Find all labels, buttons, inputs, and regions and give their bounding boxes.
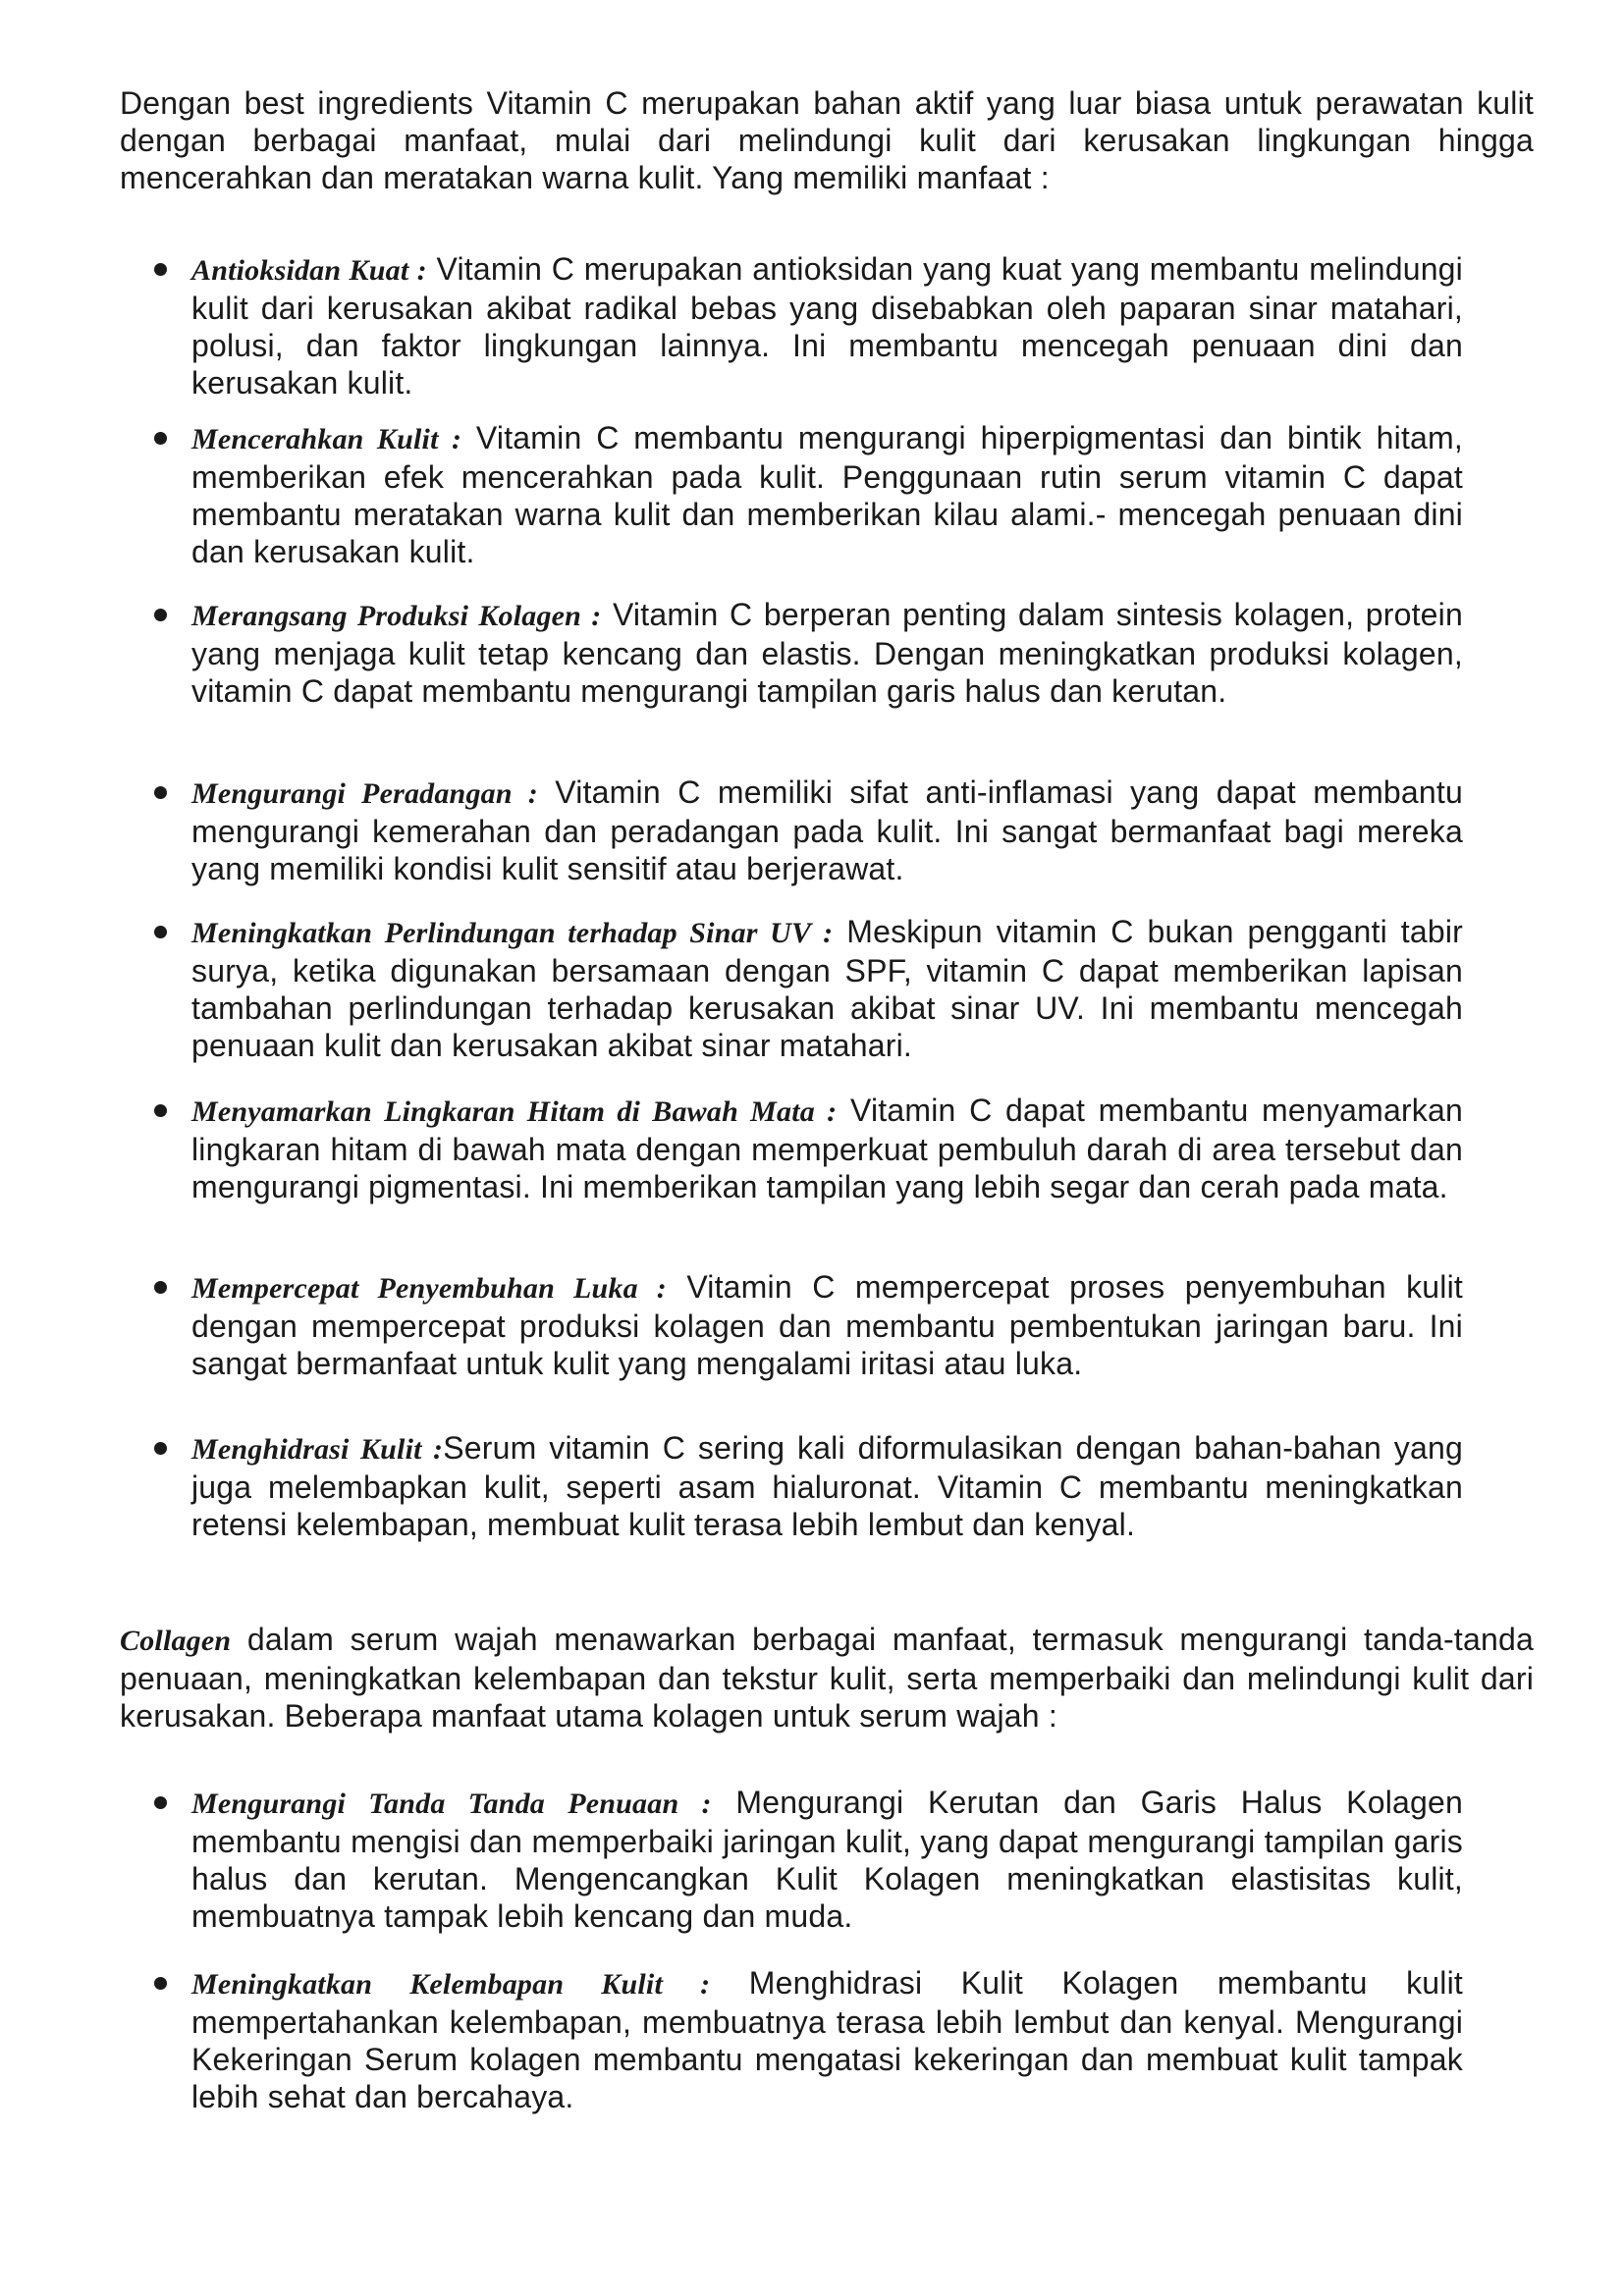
bullet-dot-icon [154,263,167,276]
benefit-text: Vitamin C membantu mengurangi hiperpigmentasi dan bintik hitam, memberikan efek mencerahkan pada kulit. Penggunaan rutin serum vitamin C dapat membantu meratakan warna kulit dan memberikan kilau alami.- mencegah penuaan dini dan kerusakan kulit. [191,420,1463,569]
list-item [191,1429,1463,1543]
benefit-text: Menghidrasi Kulit Kolagen membantu kulit mempertahankan kelembapan, membuatnya terasa lebih lembut dan kenyal. Mengurangi Kekeringan Serum kolagen membantu mengatasi kekeringan dan membuat kulit tampak lebih sehat dan bercahaya. [191,1965,1463,2114]
benefit-term: Mengurangi Peradangan : [191,777,538,810]
bullet-dot-icon [154,1977,167,1990]
list-item [191,250,1463,401]
list-item [191,419,1463,570]
benefit-term: Menyamarkan Lingkaran Hitam di Bawah Mata : [191,1095,838,1128]
collagen-intro [120,1621,1534,1735]
list-item [191,1784,1463,1935]
list-item [191,1092,1463,1205]
benefit-term: Mengurangi Tanda Tanda Penuaan : [191,1788,712,1820]
collagen-intro-text: dalam serum wajah menawarkan berbagai manfaat, termasuk mengurangi tanda-tanda penuaan, meningkatkan kelembapan dan tekstur kulit, serta memperbaiki dan melindungi kulit dari kerusakan. Beberapa manfaat utama kolagen untuk serum wajah : [120,1622,1534,1734]
bullet-dot-icon [154,1104,167,1117]
benefit-text: Vitamin C mempercepat proses penyembuhan kulit dengan mempercepat produksi kolagen dan membantu pembentukan jaringan baru. Ini sangat bermanfaat untuk kulit yang mengalami iritasi atau luka. [191,1269,1463,1381]
benefit-term: Mencerahkan Kulit : [191,423,462,455]
benefit-text: Serum vitamin C sering kali diformulasikan dengan bahan-bahan yang juga melembapkan kulit, seperti asam hialuronat. Vitamin C membantu meningkatkan retensi kelembapan, membuat kulit terasa lebih lembut dan kenyal. [191,1430,1463,1542]
vitamin-c-intro: Dengan best ingredients Vitamin C merupakan bahan aktif yang luar biasa untuk perawatan kulit dengan berbagai manfaat, mulai dari melindungi kulit dari kerusakan lingkungan hingga mencerahkan dan meratakan warna kulit. Yang memiliki manfaat : [120,85,1534,195]
bullet-dot-icon [154,609,167,621]
benefit-text: Meskipun vitamin C bukan pengganti tabir surya, ketika digunakan bersamaan dengan SPF, vitamin C dapat memberikan lapisan tambahan perlindungan terhadap kerusakan akibat sinar UV. Ini membantu mencegah penuaan kulit dan kerusakan akibat sinar matahari. [191,914,1463,1063]
benefit-text: Vitamin C merupakan antioksidan yang kuat yang membantu melindungi kulit dari kerusakan akibat radikal bebas yang disebabkan oleh paparan sinar matahari, polusi, dan faktor lingkungan lainnya. Ini membantu mencegah penuaan dini dan kerusakan kulit. [191,251,1463,400]
list-item [191,913,1463,1064]
benefit-text: Mengurangi Kerutan dan Garis Halus Kolagen membantu mengisi dan memperbaiki jaringan kulit, yang dapat mengurangi tampilan garis halus dan kerutan. Mengencangkan Kulit Kolagen meningkatkan elastisitas kulit, membuatnya tampak lebih kencang dan muda. [191,1785,1463,1934]
list-item [191,1964,1463,2115]
benefit-term: Menghidrasi Kulit : [191,1433,444,1466]
collagen-term: Collagen [120,1625,232,1657]
benefit-term: Antioksidan Kuat : [191,254,427,287]
benefit-text: Vitamin C memiliki sifat anti-inflamasi yang dapat membantu mengurangi kemerahan dan peradangan pada kulit. Ini sangat bermanfaat bagi mereka yang memiliki kondisi kulit sensitif atau berjerawat. [191,774,1463,886]
benefit-term: Mempercepat Penyembuhan Luka : [191,1272,667,1305]
bullet-dot-icon [154,926,167,938]
bullet-dot-icon [154,1796,167,1809]
bullet-dot-icon [154,1442,167,1455]
bullet-dot-icon [154,786,167,799]
list-item [191,774,1463,887]
benefit-text: Vitamin C berperan penting dalam sintesis kolagen, protein yang menjaga kulit tetap kencang dan elastis. Dengan meningkatkan produksi kolagen, vitamin C dapat membantu mengurangi tampilan garis halus dan kerutan. [191,597,1463,709]
bullet-dot-icon [154,1281,167,1294]
list-item [191,1268,1463,1382]
benefit-term: Meningkatkan Perlindungan terhadap Sinar UV : [191,917,834,949]
list-item [191,596,1463,710]
benefit-text: Vitamin C dapat membantu menyamarkan lingkaran hitam di bawah mata dengan memperkuat pembuluh darah di area tersebut dan mengurangi pigmentasi. Ini memberikan tampilan yang lebih segar dan cerah pada mata. [191,1093,1464,1204]
benefit-term: Merangsang Produksi Kolagen : [191,600,602,632]
benefit-term: Meningkatkan Kelembapan Kulit : [191,1968,711,2001]
bullet-dot-icon [154,432,167,445]
